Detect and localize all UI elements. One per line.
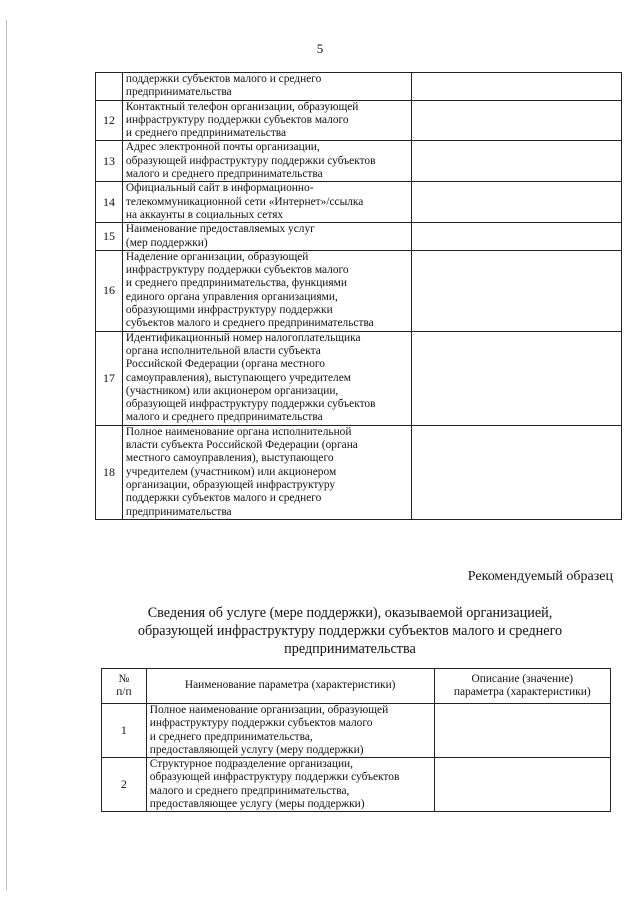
header-number [102,669,147,704]
row-number: 14 [96,182,123,223]
table-row [96,182,622,223]
row-parameter-name [122,141,411,182]
row-parameter-line: инфраструктуру поддержки субъектов малого [125,264,349,277]
row-parameter-line: организации, образующей инфраструктуру [125,478,336,491]
table-row [96,331,622,425]
row-parameter-name [146,758,434,812]
row-value-cell [412,250,622,331]
row-number: 15 [96,223,123,251]
row-number: 1 [102,704,147,758]
row-parameter-line: малого и среднего предпринимательства [125,411,323,424]
table-row [96,223,622,251]
row-parameter-name [122,425,411,519]
row-parameter-name [122,223,411,251]
row-parameter-line: Российской Федерации (органа местного [125,358,325,371]
service-info-table-body [102,704,611,812]
row-parameter-line: и среднего предпринимательства [125,127,287,140]
row-parameter-line: поддержки субъектов малого и среднего [125,73,322,85]
row-parameter-line: предоставляющее услугу (меры поддержки) [149,798,365,811]
section-title-line: Сведения об услуге (мере поддержки), оказываемой организацией, [147,605,553,621]
row-parameter-line: (участником) или акционером организации, [125,384,339,397]
row-number: 17 [96,331,123,425]
row-parameter-line: Идентификационный номер налогоплательщика [125,331,361,344]
row-parameter-line: власти субъекта Российской Федерации (органа [125,439,358,452]
row-value-cell [412,182,622,223]
section-title-line: предпринимательства [284,641,416,657]
row-parameter-line: и среднего предпринимательства, функциями [125,277,347,290]
row-parameter-line: телекоммуникационной сети «Интернет»/ссылка [125,195,364,208]
scan-edge [6,20,7,890]
row-parameter-line: образующими инфраструктуру поддержки [125,304,333,317]
row-parameter-line: предоставляющей услугу (меру поддержки) [149,743,364,756]
row-parameter-line: и среднего предпринимательства, [149,730,313,743]
header-description [434,669,610,704]
row-parameter-name [122,73,411,101]
row-parameter-line: малого и среднего предпринимательства [125,168,323,181]
row-parameter-line: (мер поддержки) [125,236,208,249]
section-title [90,604,610,658]
header-number-line: п/п [116,686,132,698]
service-info-table [101,668,611,812]
table-row [96,250,622,331]
row-parameter-line: на аккаунты в социальных сетях [125,208,284,221]
row-parameter-line: инфраструктуру поддержки субъектов малого [125,113,349,126]
row-parameter-line: учредителем (участником) или акционером [125,465,337,478]
row-parameter-line: предпринимательства [125,505,232,518]
page-number: 5 [316,41,324,56]
section-title-line: образующей инфраструктуру поддержки субъектов малого и среднего [137,623,563,639]
row-parameter-line: поддержки субъектов малого и среднего [125,492,322,505]
header-parameter: Наименование параметра (характеристики) [146,669,434,704]
row-parameter-line: Наименование предоставляемых услуг [125,223,315,236]
row-parameter-line: Структурное подразделение организации, [149,758,353,771]
row-parameter-line: местного самоуправления), выступающего [125,452,334,465]
table-row [96,100,622,141]
row-parameter-line: единого органа управления организациями, [125,290,338,303]
row-parameter-name [122,331,411,425]
header-number-line: № [118,672,130,685]
table-row [96,73,622,101]
recommended-sample-label: Рекомендуемый образец [467,569,613,584]
row-number: 13 [96,141,123,182]
row-number: 18 [96,425,123,519]
header-description-line: Описание (значение) [471,672,574,685]
row-parameter-line: самоуправления), выступающего учредителем [125,371,351,384]
row-parameter-line: образующей инфраструктуру поддержки субъектов [125,398,376,411]
row-value-cell [412,223,622,251]
table-header-row [102,669,611,704]
organization-info-table-body [96,73,622,520]
row-parameter-line: Официальный сайт в информационно- [125,182,314,195]
header-description-line: параметра (характеристики) [453,686,591,698]
row-parameter-line: субъектов малого и среднего предпринимательства [125,317,374,330]
row-parameter-line: образующей инфраструктуру поддержки субъектов [149,771,400,784]
row-value-cell [434,704,610,758]
table-row [96,141,622,182]
table-row [102,758,611,812]
row-parameter-line: Полное наименование органа исполнительной [125,425,352,438]
row-value-cell [434,758,610,812]
row-value-cell [412,425,622,519]
row-parameter-line: малого и среднего предпринимательства, [149,784,350,797]
table-row [96,425,622,519]
table-row [102,704,611,758]
row-parameter-name [122,100,411,141]
row-parameter-line: образующей инфраструктуру поддержки субъектов [125,154,376,167]
row-parameter-line: предпринимательства [125,86,232,99]
row-parameter-name [122,182,411,223]
row-number [96,73,123,101]
row-parameter-name [146,704,434,758]
row-value-cell [412,100,622,141]
row-parameter-line: Полное наименование организации, образующей [149,704,389,716]
organization-info-table [95,72,622,520]
row-value-cell [412,73,622,101]
row-value-cell [412,331,622,425]
row-parameter-line: Наделение организации, образующей [125,250,309,263]
row-number: 12 [96,100,123,141]
row-parameter-line: Контактный телефон организации, образующей [125,100,359,113]
row-number: 16 [96,250,123,331]
row-value-cell [412,141,622,182]
row-parameter-line: инфраструктуру поддержки субъектов малого [149,717,373,730]
row-parameter-line: органа исполнительной власти субъекта [125,344,321,357]
row-parameter-name [122,250,411,331]
row-parameter-line: Адрес электронной почты организации, [125,141,320,154]
row-number: 2 [102,758,147,812]
